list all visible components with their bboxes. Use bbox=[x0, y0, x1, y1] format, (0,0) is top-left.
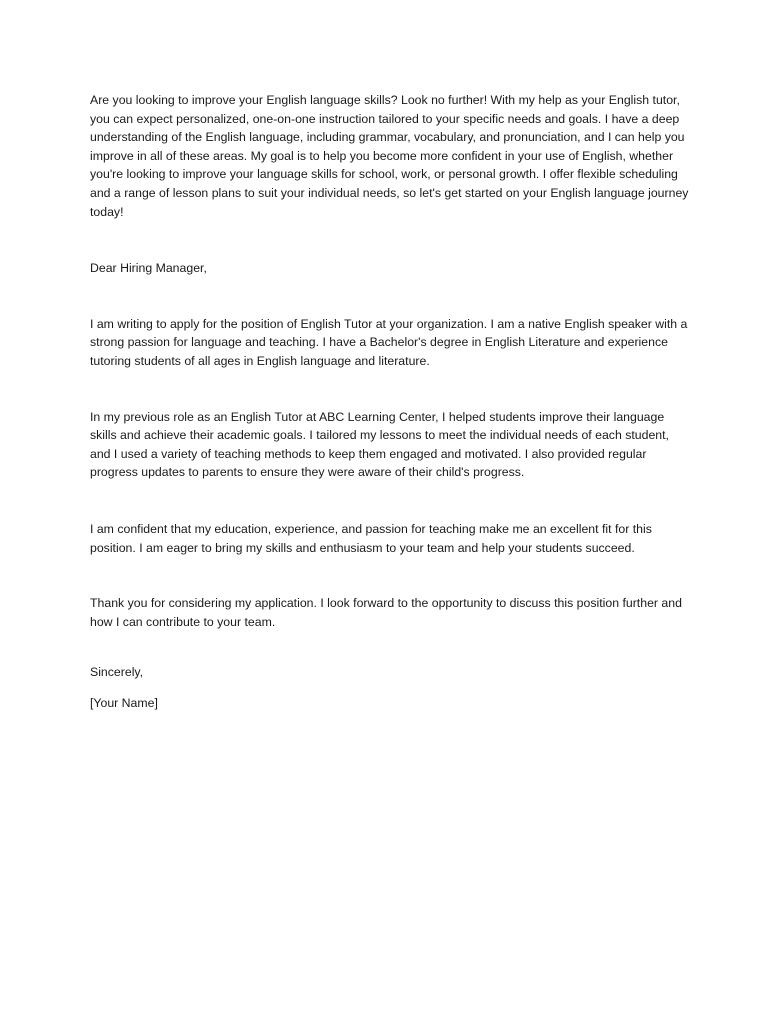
signature: [Your Name] bbox=[90, 695, 158, 710]
salutation: Dear Hiring Manager, bbox=[90, 261, 207, 276]
letter-body bbox=[90, 91, 690, 712]
intro-paragraph: Are you looking to improve your English language skills? Look no further! With my help as your English tutor, you can expect personalized, one-on-one instruction tailored to your specific needs and goals. I have a deep understanding of the English language, including grammar, vocabulary, and pronunciation, and I can help you improve in all of these areas. My goal is to help you become more confident in your use of English, whether you're looking to improve your language skills for school, work, or personal growth. I offer flexible scheduling and a range of lesson plans to suit your individual needs, so let's get started on your English language journey today! bbox=[90, 93, 689, 219]
body-paragraph-experience: In my previous role as an English Tutor at ABC Learning Center, I helped students improve their language skills and achieve their academic goals. I tailored my lessons to meet the individual needs of each student, and I used a variety of teaching methods to keep them engaged and motivated. I also provided regular progress updates to parents to ensure they were aware of their child's progress. bbox=[90, 409, 669, 480]
body-paragraph-application: I am writing to apply for the position of English Tutor at your organization. I am a native English speaker with a strong passion for language and teaching. I have a Bachelor's degree in English Literature and experience tutoring students of all ages in English language and literature. bbox=[90, 316, 688, 368]
body-paragraph-thanks: Thank you for considering my application. I look forward to the opportunity to discuss this position further and how I can contribute to your team. bbox=[90, 596, 682, 629]
closing: Sincerely, bbox=[90, 665, 144, 680]
body-paragraph-fit: I am confident that my education, experience, and passion for teaching make me an excellent fit for this position. I am eager to bring my skills and enthusiasm to your team and help your students succeed. bbox=[90, 521, 652, 555]
